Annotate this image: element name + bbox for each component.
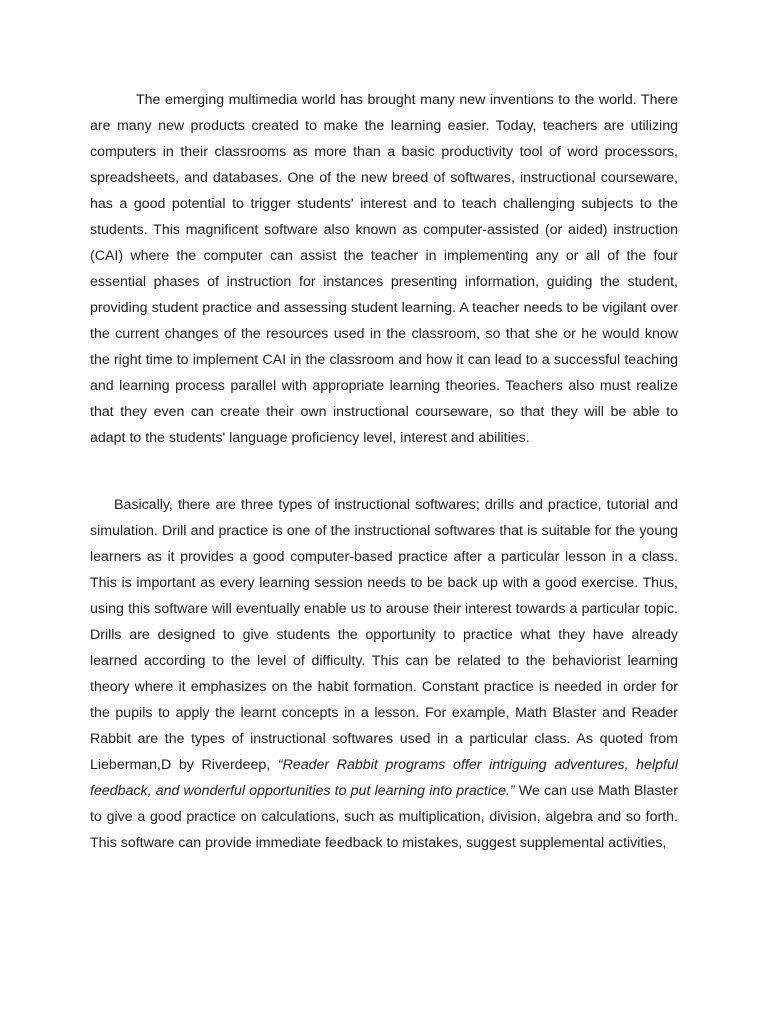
paragraph-2-quote: “Reader Rabbit programs offer intriguing adventures, helpful feedback, and wonderful opportunities to put learning into practice.” — [90, 757, 678, 799]
paragraph-1-text: The emerging multimedia world has brought many new inventions to the world. There are many new products created to make the learning easier. Today, teachers are utilizing computers in their classrooms as more than a basic productivity tool of word processors, spreadsheets, and databases. One of the new breed of softwares, instructional courseware, has a good potential to trigger students' interest and to teach challenging subjects to the students. This magnificent software also known as computer-assisted (or aided) instruction (CAI) where the computer can assist the teacher in implementing any or all of the four essential phases of instruction for instances presenting information, guiding the student, providing student practice and assessing student learning. A teacher needs to be vigilant over the current changes of the resources used in the classroom, so that she or he would know the right time to implement CAI in the classroom and how it can lead to a successful teaching and learning process parallel with appropriate learning theories. Teachers also must realize that they even can create their own instructional courseware, so that they will be able to adapt to the students' language proficiency level, interest and abilities. — [90, 92, 678, 446]
paragraph-introduction — [90, 87, 678, 451]
paragraph-2-text-after-quote: We can use Math Blaster to give a good practice on calculations, such as multiplication, division, algebra and so forth. This software can provide immediate feedback to mistakes, suggest supplemental activities, — [90, 783, 678, 851]
paragraph-software-types — [90, 492, 678, 856]
paragraph-2-text-before-quote: Basically, there are three types of instructional softwares; drills and practice, tutorial and simulation. Drill and practice is one of the instructional softwares that is suitable for the young learners as it provides a good computer-based practice after a particular lesson in a class. This is important as every learning session needs to be back up with a good exercise. Thus, using this software will eventually enable us to arouse their interest towards a particular topic. Drills are designed to give students the opportunity to practice what they have already learned according to the level of difficulty. This can be related to the behaviorist learning theory where it emphasizes on the habit formation. Constant practice is needed in order for the pupils to apply the learnt concepts in a lesson. For example, Math Blaster and Reader Rabbit are the types of instructional softwares used in a particular class. As quoted from Lieberman,D by Riverdeep, — [90, 497, 678, 773]
